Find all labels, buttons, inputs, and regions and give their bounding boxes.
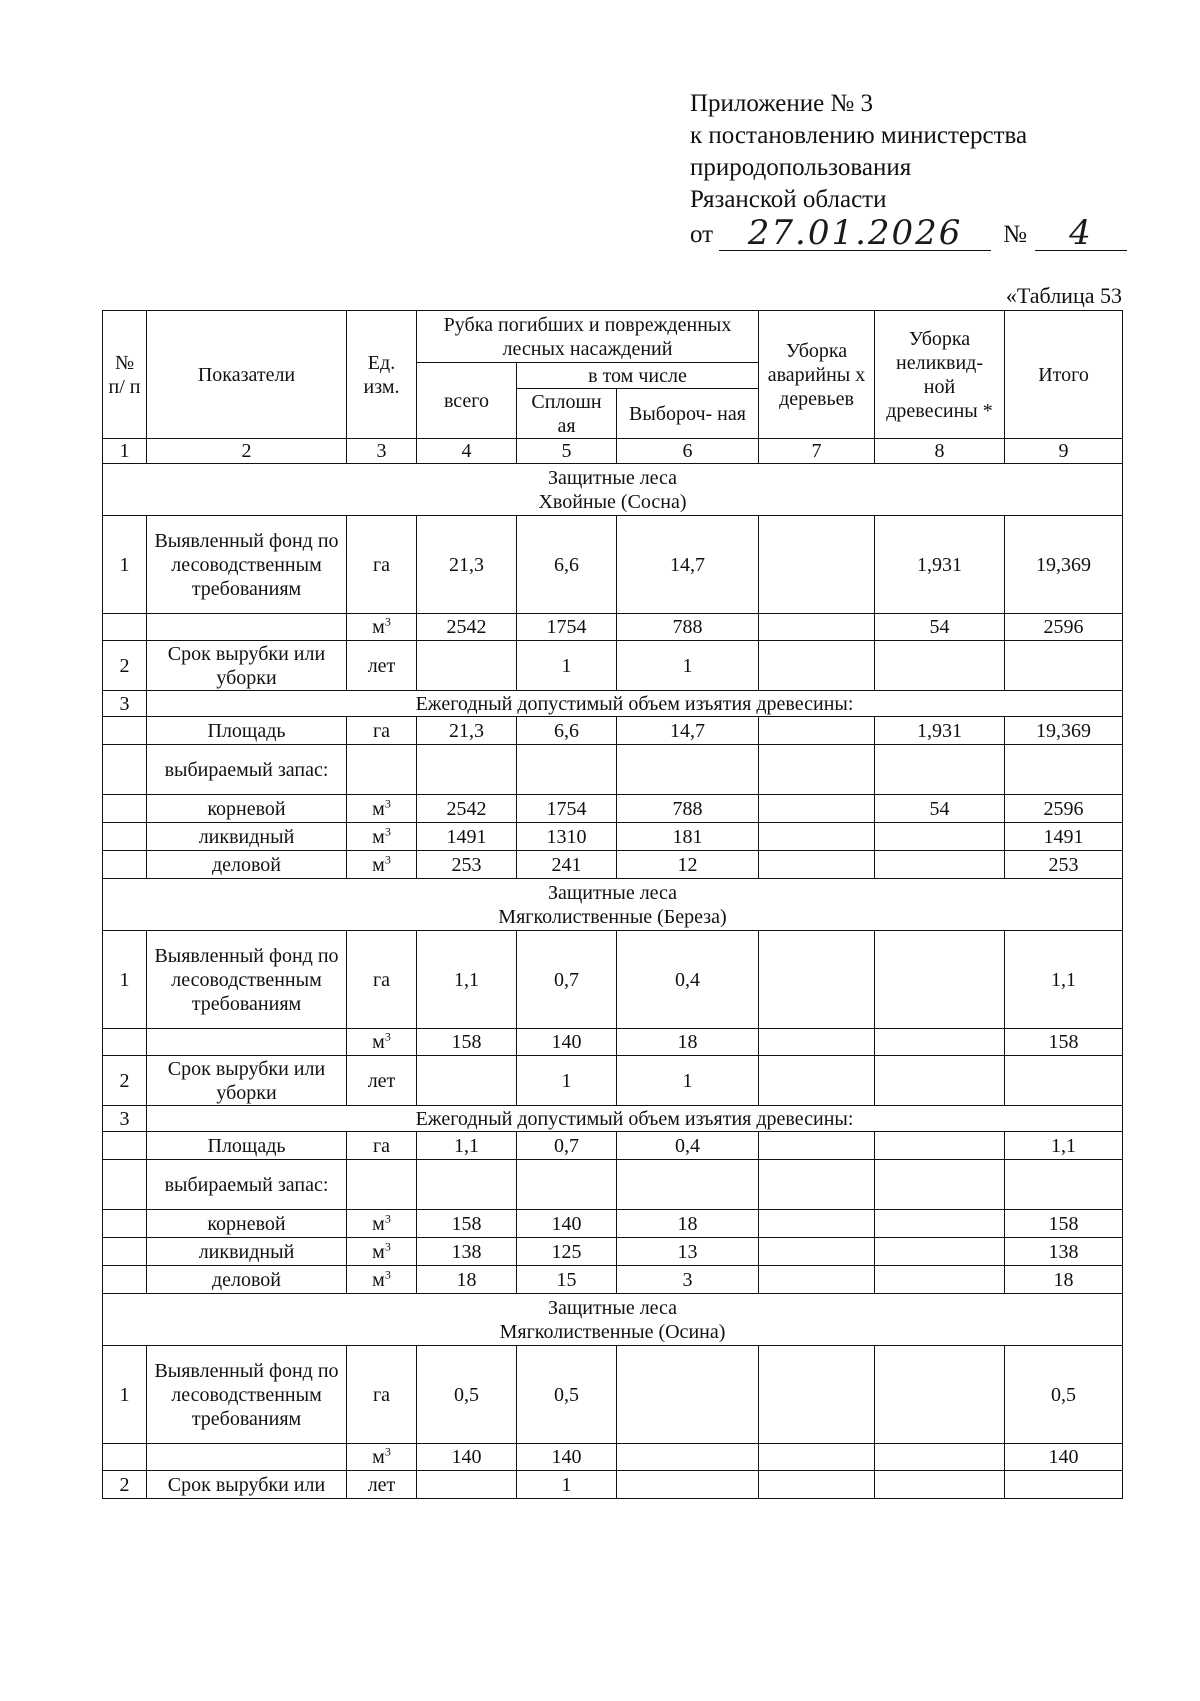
- number-sign: №: [1003, 221, 1027, 248]
- value-cell: [759, 823, 875, 851]
- from-label: от: [690, 221, 714, 248]
- unit-superscript: 3: [384, 1444, 391, 1459]
- appendix-title: Приложение № 3: [690, 90, 874, 117]
- col-illiquid-header: Уборка неликвид- ной древесины *: [875, 311, 1005, 439]
- empty-cell: [875, 1160, 1005, 1210]
- row-number: 1: [103, 1346, 147, 1444]
- col-selective-header: Выбороч- ная: [617, 389, 759, 439]
- value-cell: [617, 1444, 759, 1471]
- empty-cell: [1005, 745, 1123, 795]
- col-number: 3: [347, 439, 417, 464]
- value-cell: 1: [617, 641, 759, 691]
- empty-cell: [417, 745, 517, 795]
- value-cell: [875, 1056, 1005, 1106]
- annual-volume-label: Ежегодный допустимый объем изъятия древесины:: [147, 691, 1123, 717]
- value-cell: 1,931: [875, 717, 1005, 745]
- table-row: [103, 931, 1123, 1029]
- table-row: [103, 1160, 1123, 1210]
- unit-m: м: [372, 616, 385, 638]
- table-row: [103, 1294, 1123, 1346]
- unit-superscript: 3: [384, 823, 391, 838]
- value-cell: 140: [1005, 1444, 1123, 1471]
- empty-cell: [103, 1029, 147, 1056]
- appendix-header: [690, 88, 1127, 251]
- value-cell: 158: [1005, 1029, 1123, 1056]
- unit-m: м: [372, 1212, 385, 1235]
- row-number: 1: [103, 931, 147, 1029]
- unit-cell: [347, 1444, 417, 1471]
- indicator-root: корневой: [147, 795, 347, 823]
- section-title: [103, 1294, 1123, 1346]
- table-row: [103, 1471, 1123, 1499]
- table-row: [103, 851, 1123, 879]
- value-cell: 1,931: [875, 516, 1005, 614]
- row-number: 2: [103, 1471, 147, 1499]
- unit-m: м: [372, 1446, 385, 1468]
- table-row: [103, 1106, 1123, 1132]
- unit-cell: га: [347, 1346, 417, 1444]
- col-clear-header: Сплошн ая: [517, 389, 617, 439]
- indicator-stock: выбираемый запас:: [147, 745, 347, 795]
- section-title: [103, 879, 1123, 931]
- value-cell: 140: [517, 1444, 617, 1471]
- table-row: [103, 691, 1123, 717]
- unit-superscript: 3: [384, 1210, 391, 1225]
- value-cell: [759, 717, 875, 745]
- value-cell: 1491: [417, 823, 517, 851]
- col-number: 7: [759, 439, 875, 464]
- unit-m: м: [372, 797, 385, 820]
- indicator-fund: Выявленный фонд по лесоводственным требованиям: [147, 931, 347, 1029]
- indicator-root: корневой: [147, 1210, 347, 1238]
- section-title: [103, 464, 1123, 516]
- unit-m: м: [372, 825, 385, 848]
- value-cell: [875, 1238, 1005, 1266]
- col-num-header: № п/ п: [103, 311, 147, 439]
- value-cell: 1: [517, 1471, 617, 1499]
- indicator-liquid: ликвидный: [147, 823, 347, 851]
- value-cell: 158: [417, 1210, 517, 1238]
- forest-table: [102, 310, 1123, 1499]
- unit-cell: [347, 823, 417, 851]
- value-cell: [417, 1471, 517, 1499]
- value-cell: 1310: [517, 823, 617, 851]
- value-cell: [875, 931, 1005, 1029]
- table-row: [103, 745, 1123, 795]
- unit-m: м: [372, 853, 385, 876]
- indicator-business: деловой: [147, 851, 347, 879]
- date-number-line: [690, 213, 1127, 253]
- empty-cell: [103, 851, 147, 879]
- unit-cell: га: [347, 717, 417, 745]
- value-cell: [759, 931, 875, 1029]
- value-cell: 0,5: [517, 1346, 617, 1444]
- col-number: 5: [517, 439, 617, 464]
- col-number: 4: [417, 439, 517, 464]
- empty-cell: [103, 1266, 147, 1294]
- value-cell: 140: [417, 1444, 517, 1471]
- table-row: [103, 1029, 1123, 1056]
- value-cell: 1,1: [1005, 1132, 1123, 1160]
- value-cell: 0,5: [1005, 1346, 1123, 1444]
- empty-cell: [103, 1132, 147, 1160]
- value-cell: [759, 1056, 875, 1106]
- value-cell: 18: [417, 1266, 517, 1294]
- handwritten-date: 27.01.2026: [719, 216, 991, 251]
- unit-cell: [347, 851, 417, 879]
- value-cell: 1,1: [1005, 931, 1123, 1029]
- value-cell: [875, 1266, 1005, 1294]
- table-row: [103, 641, 1123, 691]
- unit-cell: га: [347, 1132, 417, 1160]
- value-cell: 1,1: [417, 931, 517, 1029]
- empty-cell: [517, 1160, 617, 1210]
- unit-superscript: 3: [384, 1266, 391, 1281]
- value-cell: [617, 1471, 759, 1499]
- unit-cell: [347, 1266, 417, 1294]
- section-title-line-1: Защитные леса: [547, 881, 678, 904]
- col-indicator-header: Показатели: [147, 311, 347, 439]
- unit-superscript: 3: [384, 1029, 391, 1044]
- row-number: 2: [103, 1056, 147, 1106]
- indicator-term: Срок вырубки или уборки: [147, 641, 347, 691]
- unit-superscript: 3: [384, 614, 391, 629]
- value-cell: [759, 1238, 875, 1266]
- empty-cell: [759, 745, 875, 795]
- table-row: [103, 1132, 1123, 1160]
- value-cell: 138: [1005, 1238, 1123, 1266]
- value-cell: 1: [617, 1056, 759, 1106]
- table-row: [103, 439, 1123, 464]
- indicator-term: Срок вырубки или уборки: [147, 1056, 347, 1106]
- value-cell: [759, 641, 875, 691]
- value-cell: 158: [1005, 1210, 1123, 1238]
- unit-cell: лет: [347, 1471, 417, 1499]
- value-cell: 6,6: [517, 717, 617, 745]
- value-cell: 1,1: [417, 1132, 517, 1160]
- col-number: 1: [103, 439, 147, 464]
- row-number: 3: [103, 691, 147, 717]
- table-row: [103, 1266, 1123, 1294]
- table-row: [103, 1210, 1123, 1238]
- empty-cell: [147, 1444, 347, 1471]
- value-cell: [759, 614, 875, 641]
- unit-cell: [347, 614, 417, 641]
- unit-cell: лет: [347, 1056, 417, 1106]
- unit-m: м: [372, 1268, 385, 1291]
- value-cell: 18: [1005, 1266, 1123, 1294]
- value-cell: 253: [1005, 851, 1123, 879]
- table-row: [103, 1346, 1123, 1444]
- unit-superscript: 3: [384, 851, 391, 866]
- value-cell: 15: [517, 1266, 617, 1294]
- value-cell: 18: [617, 1210, 759, 1238]
- value-cell: 0,4: [617, 1132, 759, 1160]
- value-cell: 788: [617, 614, 759, 641]
- col-number: 2: [147, 439, 347, 464]
- empty-cell: [617, 1160, 759, 1210]
- unit-cell: га: [347, 931, 417, 1029]
- col-felling-group-header: Рубка погибших и поврежденных лесных насаждений: [417, 311, 759, 363]
- empty-cell: [103, 1160, 147, 1210]
- empty-cell: [347, 1160, 417, 1210]
- empty-cell: [347, 745, 417, 795]
- value-cell: 2542: [417, 795, 517, 823]
- table-row: [103, 1238, 1123, 1266]
- appendix-line-2: к постановлению министерства: [690, 122, 1028, 149]
- unit-cell: лет: [347, 641, 417, 691]
- value-cell: 21,3: [417, 717, 517, 745]
- empty-cell: [517, 745, 617, 795]
- value-cell: 140: [517, 1029, 617, 1056]
- value-cell: [759, 1266, 875, 1294]
- empty-cell: [147, 1029, 347, 1056]
- value-cell: [759, 1132, 875, 1160]
- table-row: [103, 717, 1123, 745]
- empty-cell: [759, 1160, 875, 1210]
- value-cell: 6,6: [517, 516, 617, 614]
- section-title-line-1: Защитные леса: [547, 466, 678, 489]
- value-cell: [759, 1210, 875, 1238]
- unit-m: м: [372, 1031, 385, 1053]
- appendix-line-4: Рязанской области: [690, 186, 887, 213]
- value-cell: 21,3: [417, 516, 517, 614]
- col-number: 9: [1005, 439, 1123, 464]
- table-row: [103, 1056, 1123, 1106]
- col-unit-header: Ед. изм.: [347, 311, 417, 439]
- value-cell: [875, 1132, 1005, 1160]
- value-cell: 2596: [1005, 614, 1123, 641]
- unit-cell: га: [347, 516, 417, 614]
- value-cell: 1: [517, 641, 617, 691]
- empty-cell: [103, 1210, 147, 1238]
- value-cell: 3: [617, 1266, 759, 1294]
- value-cell: 158: [417, 1029, 517, 1056]
- row-number: 1: [103, 516, 147, 614]
- section-title-line-2: Мягколиственные (Осина): [499, 1320, 726, 1343]
- value-cell: 13: [617, 1238, 759, 1266]
- col-all-header: всего: [417, 363, 517, 439]
- value-cell: 14,7: [617, 516, 759, 614]
- value-cell: [875, 851, 1005, 879]
- value-cell: 125: [517, 1238, 617, 1266]
- unit-cell: [347, 1029, 417, 1056]
- value-cell: [875, 823, 1005, 851]
- empty-cell: [875, 745, 1005, 795]
- unit-cell: [347, 1210, 417, 1238]
- indicator-area: Площадь: [147, 1132, 347, 1160]
- indicator-stock: выбираемый запас:: [147, 1160, 347, 1210]
- empty-cell: [147, 614, 347, 641]
- value-cell: 19,369: [1005, 717, 1123, 745]
- empty-cell: [103, 717, 147, 745]
- table-label: «Таблица 53: [1005, 283, 1122, 308]
- unit-superscript: 3: [384, 1238, 391, 1253]
- value-cell: 2542: [417, 614, 517, 641]
- empty-cell: [103, 1238, 147, 1266]
- table-row: [103, 516, 1123, 614]
- value-cell: 253: [417, 851, 517, 879]
- value-cell: [875, 1444, 1005, 1471]
- value-cell: 18: [617, 1029, 759, 1056]
- handwritten-number: 4: [1035, 216, 1127, 251]
- empty-cell: [1005, 1160, 1123, 1210]
- col-total-header: Итого: [1005, 311, 1123, 439]
- value-cell: 54: [875, 795, 1005, 823]
- value-cell: 0,4: [617, 931, 759, 1029]
- value-cell: 1491: [1005, 823, 1123, 851]
- value-cell: 14,7: [617, 717, 759, 745]
- value-cell: 54: [875, 614, 1005, 641]
- table-row: [103, 879, 1123, 931]
- value-cell: 1: [517, 1056, 617, 1106]
- table-row: [103, 823, 1123, 851]
- value-cell: 1754: [517, 614, 617, 641]
- value-cell: 12: [617, 851, 759, 879]
- col-emergency-header: Уборка аварийны х деревьев: [759, 311, 875, 439]
- value-cell: 241: [517, 851, 617, 879]
- value-cell: [1005, 641, 1123, 691]
- table-row: [103, 795, 1123, 823]
- indicator-fund: Выявленный фонд по лесоводственным требованиям: [147, 1346, 347, 1444]
- unit-cell: [347, 1238, 417, 1266]
- value-cell: [759, 1029, 875, 1056]
- value-cell: [417, 641, 517, 691]
- col-number: 8: [875, 439, 1005, 464]
- section-title-line-2: Хвойные (Сосна): [538, 490, 687, 513]
- table-row: [103, 614, 1123, 641]
- empty-cell: [103, 1444, 147, 1471]
- value-cell: 0,5: [417, 1346, 517, 1444]
- section-title-line-2: Мягколиственные (Береза): [498, 905, 727, 928]
- value-cell: 2596: [1005, 795, 1123, 823]
- indicator-area: Площадь: [147, 717, 347, 745]
- value-cell: 181: [617, 823, 759, 851]
- empty-cell: [103, 745, 147, 795]
- col-incl-header: в том числе: [517, 363, 759, 389]
- value-cell: [759, 1346, 875, 1444]
- value-cell: [759, 516, 875, 614]
- empty-cell: [103, 823, 147, 851]
- empty-cell: [417, 1160, 517, 1210]
- value-cell: [875, 1210, 1005, 1238]
- annual-volume-label: Ежегодный допустимый объем изъятия древесины:: [147, 1106, 1123, 1132]
- col-number: 6: [617, 439, 759, 464]
- value-cell: [875, 641, 1005, 691]
- value-cell: [417, 1056, 517, 1106]
- indicator-fund: Выявленный фонд по лесоводственным требованиям: [147, 516, 347, 614]
- value-cell: [875, 1029, 1005, 1056]
- empty-cell: [103, 614, 147, 641]
- value-cell: 0,7: [517, 1132, 617, 1160]
- value-cell: 1754: [517, 795, 617, 823]
- value-cell: [759, 1444, 875, 1471]
- value-cell: 788: [617, 795, 759, 823]
- appendix-line-3: природопользования: [690, 154, 912, 181]
- value-cell: [759, 795, 875, 823]
- value-cell: 138: [417, 1238, 517, 1266]
- value-cell: [1005, 1056, 1123, 1106]
- unit-cell: [347, 795, 417, 823]
- table-row: [103, 1444, 1123, 1471]
- indicator-term: Срок вырубки или: [147, 1471, 347, 1499]
- value-cell: 19,369: [1005, 516, 1123, 614]
- value-cell: 0,7: [517, 931, 617, 1029]
- empty-cell: [617, 745, 759, 795]
- empty-cell: [103, 795, 147, 823]
- indicator-business: деловой: [147, 1266, 347, 1294]
- row-number: 3: [103, 1106, 147, 1132]
- table-row: [103, 464, 1123, 516]
- row-number: 2: [103, 641, 147, 691]
- section-title-line-1: Защитные леса: [547, 1296, 678, 1319]
- value-cell: [875, 1346, 1005, 1444]
- value-cell: [1005, 1471, 1123, 1499]
- value-cell: [759, 1471, 875, 1499]
- value-cell: 140: [517, 1210, 617, 1238]
- value-cell: [875, 1471, 1005, 1499]
- value-cell: [617, 1346, 759, 1444]
- unit-m: м: [372, 1240, 385, 1263]
- value-cell: [759, 851, 875, 879]
- indicator-liquid: ликвидный: [147, 1238, 347, 1266]
- unit-superscript: 3: [384, 795, 391, 810]
